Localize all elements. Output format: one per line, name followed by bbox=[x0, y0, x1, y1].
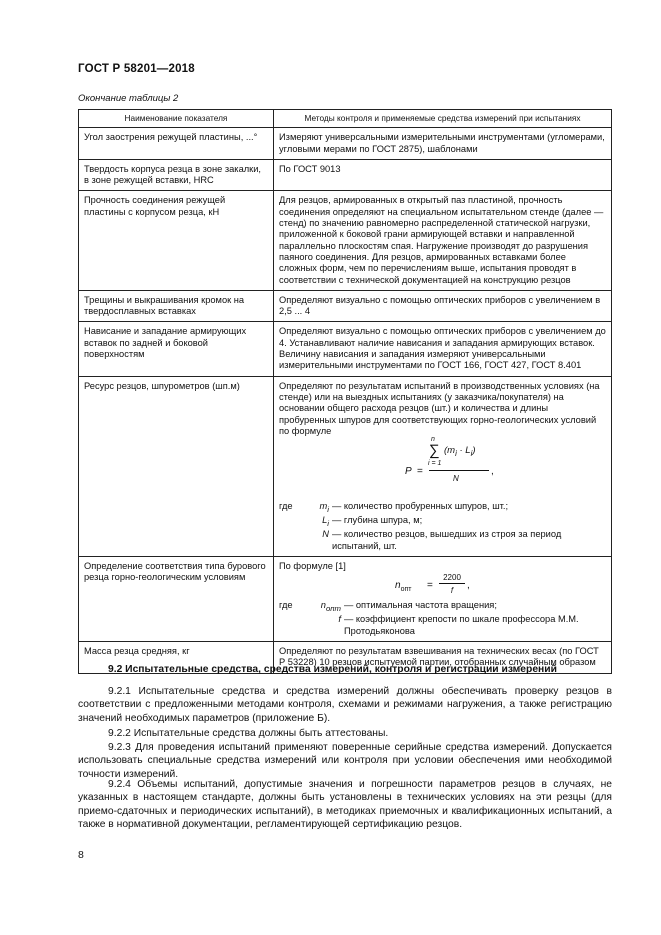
definition-row: f — коэффициент крепости по шкале профессора М.М. Протодьяконова bbox=[338, 614, 579, 636]
method-cell: Определяют визуально с помощью оптических приборов с увеличением в 2,5 ... 4 bbox=[274, 290, 612, 322]
fraction-bar bbox=[429, 470, 489, 471]
method-cell bbox=[274, 557, 612, 642]
method-cell: Измеряют универсальными измерительными инструментами (угломерами, угловыми мерами по ГОСТ 2875), шаблонами bbox=[274, 128, 612, 160]
method-cell bbox=[274, 376, 612, 556]
frequency-formula bbox=[279, 572, 606, 598]
formula-denominator: N bbox=[453, 474, 459, 484]
methods-table bbox=[78, 109, 612, 674]
formula-numerator: 2200 bbox=[443, 573, 461, 583]
table-row bbox=[79, 557, 612, 642]
formula-lhs: $n_{опт}$ bbox=[395, 580, 412, 594]
definition-row: $L_i$ — глубина шпура, м; bbox=[322, 515, 423, 529]
paragraph-9-2-1: 9.2.1 Испытательные средства и средства измерений должны обеспечивать проверку резцов в соответствии с предложенными методами контроля, схемами и режимами нагружения, а также регистрацию значений необходимых параметров (приложение Б). bbox=[78, 686, 612, 724]
method-text: Определяют по результатам испытаний в производственных условиях (на стенде) или на выездных испытаниях (у заказчика/покупателя) на основании общего расхода резцов (шт.) и количества и длины пробуренных шпуров для соответствующих горно-геологических условий по формуле bbox=[279, 380, 600, 436]
formula-equals: = bbox=[417, 466, 423, 478]
section-heading: 9.2 Испытательные средства, средства измерений, контроля и регистрации измерений bbox=[108, 664, 557, 675]
parameter-name-cell: Твердость корпуса резца в зоне закалки, в зоне режущей вставки, HRC bbox=[79, 159, 274, 191]
table-row bbox=[79, 376, 612, 556]
formula-comma: , bbox=[467, 580, 470, 592]
document-code-header: ГОСТ Р 58201—2018 bbox=[78, 63, 195, 75]
paragraph-9-2-4: 9.2.4 Объемы испытаний, допустимые значения и погрешности параметров резцов в случаях, не указанных в настоящем стандарте, должны быть установлены в технических условиях на эти резцы (для приемо-сдаточных и периодических испытаний), в методиках приемочных и квалификационных испытаний, а также в нормативной документации, регламентирующей сертификацию резцов. bbox=[78, 779, 612, 831]
method-cell: По ГОСТ 9013 bbox=[274, 159, 612, 191]
resource-formula bbox=[279, 437, 606, 499]
formula-numerator: $(m_i \cdot L_i)$ bbox=[444, 445, 476, 459]
method-cell: Для резцов, армированных в открытый паз пластиной, прочность соединения определяют на специальном испытательном стенде (далее — стенд) по значению равномерно распределенной статической нагрузки, приложенной к боковой грани армирующей вставки и направленной параллельно плоскостям спая. Нагружение производят до разрушения паяного соединения. Для резцов, армированных вставками более сложных форм, чем по перечислениям выше, испытания проводят в соответствии с технической документацией на конструкцию резцов bbox=[274, 191, 612, 290]
formula-denominator: f bbox=[450, 586, 454, 596]
column-header-methods: Методы контроля и применяемые средства измерений при испытаниях bbox=[274, 110, 612, 128]
sum-upper-limit: n bbox=[431, 436, 435, 444]
table-row bbox=[79, 290, 612, 322]
paragraph-9-2-2: 9.2.2 Испытательные средства должны быть аттестованы. bbox=[108, 728, 389, 739]
parameter-name-cell: Нависание и западание армирующих вставок по задней и боковой поверхностям bbox=[79, 322, 274, 376]
table-row bbox=[79, 128, 612, 160]
table-row bbox=[79, 322, 612, 376]
table-row bbox=[79, 159, 612, 191]
table-header-row bbox=[79, 110, 612, 128]
parameter-name-cell: Трещины и выкрашивания кромок на твердосплавных вставках bbox=[79, 290, 274, 322]
formula-definitions bbox=[279, 600, 606, 637]
formula-comma: , bbox=[491, 466, 494, 478]
definition-row: N — количество резцов, вышедших из строя за период испытаний, шт. bbox=[322, 529, 562, 551]
parameter-name-cell: Определение соответствия типа бурового резца горно-геологическим условиям bbox=[79, 557, 274, 642]
sigma-symbol: ∑ bbox=[429, 442, 440, 460]
formula-definitions bbox=[279, 501, 606, 552]
sum-lower-limit: i = 1 bbox=[428, 460, 442, 468]
fraction-bar bbox=[439, 583, 465, 584]
table-row bbox=[79, 191, 612, 290]
parameter-name-cell: Ресурс резцов, шпурометров (шп.м) bbox=[79, 376, 274, 556]
formula-equals: = bbox=[427, 580, 433, 592]
method-cell: Определяют визуально с помощью оптических приборов с увеличением до 4. Устанавливают наличие нависания и западания армирующих вставок. Величину нависания и западания измеряют универсальными измерительными инструментами по ГОСТ 166, ГОСТ 427, ГОСТ 8.401 bbox=[274, 322, 612, 376]
page-number: 8 bbox=[78, 849, 84, 861]
column-header-name: Наименование показателя bbox=[79, 110, 274, 128]
parameter-name-cell: Угол заострения режущей пластины, ...° bbox=[79, 128, 274, 160]
method-cell: Определяют по результатам взвешивания на технических весах (по ГОСТ Р 53228) 10 резцов испытуемой партии, отобранных случайным образом bbox=[274, 642, 612, 674]
table-caption: Окончание таблицы 2 bbox=[78, 93, 179, 104]
definition-row: где $m_i$ — количество пробуренных шпуров, шт.; bbox=[279, 501, 509, 514]
definition-row: где $n_{опт}$ — оптимальная частота вращения; bbox=[279, 600, 497, 614]
formula-lhs: P bbox=[405, 466, 412, 478]
parameter-name-cell: Прочность соединения режущей пластины с корпусом резца, кН bbox=[79, 191, 274, 290]
paragraph-9-2-3: 9.2.3 Для проведения испытаний применяют поверенные серийные средства измерений. Допускается использовать специальные средства измерений или контроля при условии обеспечения ими необходимой точности измерений. bbox=[78, 742, 612, 780]
parameter-name-cell: Масса резца средняя, кг bbox=[79, 642, 274, 674]
method-text: По формуле [1] bbox=[279, 561, 346, 572]
